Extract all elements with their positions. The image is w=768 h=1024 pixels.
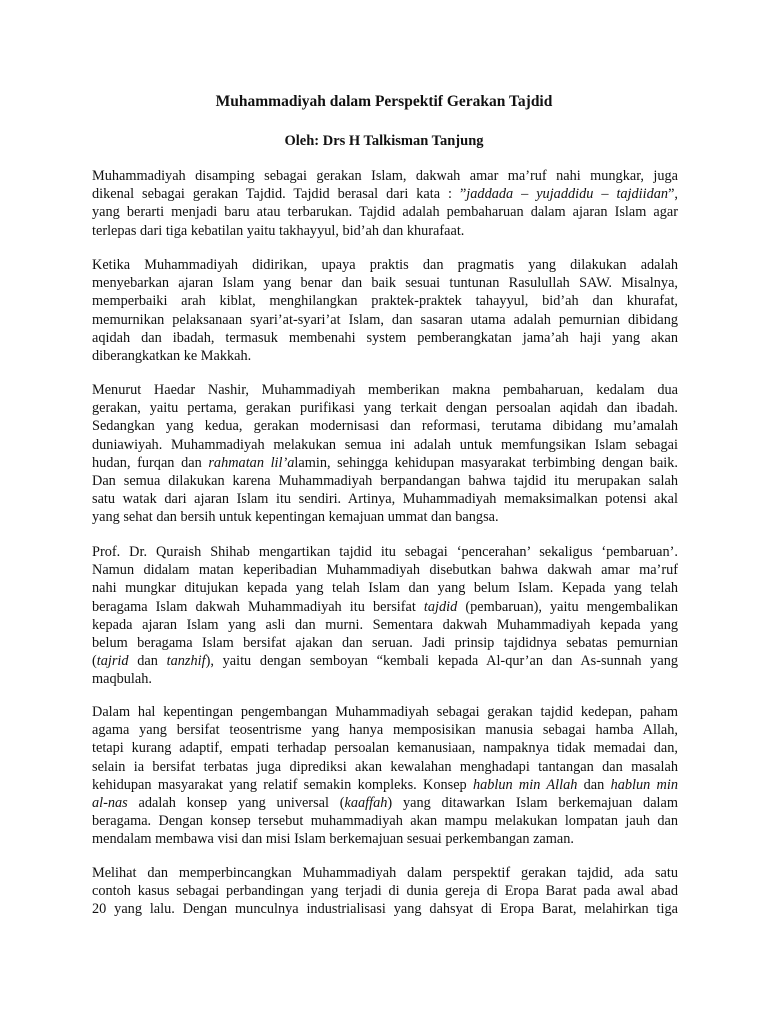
text-segment: adalah konsep yang universal ( (127, 794, 345, 811)
text-line (92, 830, 678, 848)
text-line (92, 381, 678, 399)
italic-text: rahmatan lil’a (208, 454, 295, 471)
text-line (92, 399, 678, 417)
text-segment: Muhammadiyah disamping sebagai gerakan Islam, dakwah amar ma’ruf nahi mungkar, juga (92, 168, 678, 184)
text-line (92, 329, 678, 347)
text-segment: kepada ajaran Islam yang asli dan murni. Sementara dakwah Muhammadiyah kepada yang (92, 616, 678, 633)
text-line (92, 776, 678, 794)
text-segment: yang berarti menjadi baru atau terbarukan. Tajdid adalah pembaharuan dalam ajaran Islam agar (92, 204, 678, 221)
text-segment: yang sehat dan bersih untuk kepentingan kemajuan ummat dan bangsa. (92, 509, 499, 526)
text-line (92, 490, 678, 508)
text-segment: diberangkatkan ke Makkah. (92, 347, 252, 364)
text-line (92, 739, 678, 757)
text-segment: Dalam hal kepentingan pengembangan Muhammadiyah sebagai gerakan tajdid kedepan, paham (92, 704, 678, 720)
text-line (92, 274, 678, 292)
text-line (92, 292, 678, 310)
text-line (92, 508, 678, 526)
text-line (92, 203, 678, 221)
text-segment: gerakan, yaitu pertama, gerakan purifikasi yang terkait dengan persoalan aqidah dan ibadah. (92, 400, 678, 417)
text-segment: memperbaiki arah kiblat, menghilangkan praktek-praktek tahayyul, bid’ah dan khurafat, (92, 293, 678, 310)
document-author: Oleh: Drs H Talkisman Tanjung (284, 133, 484, 149)
paragraph-1 (92, 167, 678, 240)
text-line (92, 436, 678, 454)
text-line (92, 794, 678, 812)
text-segment: ) yang ditawarkan Islam berkemajuan dalam (387, 794, 678, 811)
text-segment: mendalam membawa visi dan misi Islam berkemajuan sesuai perkembangan zaman. (92, 831, 574, 848)
text-segment: Ketika Muhammadiyah didirikan, upaya praktis dan pragmatis yang dilakukan adalah (92, 257, 678, 273)
text-segment: dan (128, 653, 167, 670)
text-line (92, 256, 678, 274)
text-segment: ( (92, 653, 97, 670)
italic-text: kaaffah (344, 794, 388, 811)
text-line (92, 634, 678, 652)
text-line (92, 598, 678, 616)
text-segment: satu watak dari ajaran Islam itu sendiri. Artinya, Muhammadiyah memaksimalkan potensi akal (92, 491, 678, 508)
text-line (92, 652, 678, 670)
text-line (92, 579, 678, 597)
text-line (92, 167, 678, 185)
text-segment: memurnikan pelaksanaan syari’at-syari’at Islam, dan sasaran utama adalah pemurnian dibidang (92, 311, 678, 328)
text-segment: hudan, furqan dan (92, 454, 209, 471)
italic-text: al-nas (92, 794, 128, 811)
text-segment: menyebarkan ajaran Islam yang benar dan baik sesuai tuntunan Rasulullah SAW. Misalnya, (92, 275, 678, 292)
italic-text: hablun min Allah (472, 776, 578, 793)
text-segment: belum beragama Islam bersifat ajakan dan seruan. Jadi prinsip tajdidnya sebatas pemurnian (92, 634, 678, 651)
text-segment: maqbulah. (92, 671, 152, 688)
text-segment: dan (577, 776, 611, 793)
text-line (92, 721, 678, 739)
text-segment: dikenal sebagai gerakan Tajdid. Tajdid berasal dari kata : ” (92, 186, 467, 203)
text-segment: selain ia bersifat terbatas juga diprediksi akan kewalahan menghadapi tantangan dan masalah (92, 758, 678, 775)
text-segment: Menurut Haedar Nashir, Muhammadiyah memberikan makna pembaharuan, kedalam dua (92, 382, 678, 398)
text-segment: aqidah dan ibadah, termasuk membenahi system pemberangkatan jama’ah haji yang akan (92, 329, 678, 346)
paragraph-6 (92, 864, 678, 919)
text-line (92, 417, 678, 435)
text-line (92, 454, 678, 472)
text-line (92, 758, 678, 776)
text-segment: Prof. Dr. Quraish Shihab mengartikan tajdid itu sebagai ‘pencerahan’ sekaligus ‘pembaruan’. (92, 544, 678, 560)
italic-text: hablun min (610, 776, 678, 793)
text-segment: lamin, sehingga kehidupan masyarakat terbimbing dengan baik. (294, 454, 678, 471)
document-title: Muhammadiyah dalam Perspektif Gerakan Tajdid (215, 93, 553, 110)
text-line (92, 670, 678, 688)
text-line (92, 311, 678, 329)
text-segment: tetapi kurang adaptif, empati terhadap persoalan kemanusiaan, nampaknya tidak memadai dan, (92, 740, 678, 757)
text-segment: ”, (668, 186, 678, 203)
text-line (92, 222, 678, 240)
text-segment: Melihat dan memperbincangkan Muhammadiyah dalam perspektif gerakan tajdid, ada satu (92, 865, 678, 881)
text-segment: ), yaitu dengan semboyan “kembali kepada Al-qur’an dan As-sunnah yang (205, 653, 678, 670)
paragraph-3 (92, 381, 678, 527)
text-segment: duniawiyah. Muhammadiyah melakukan semua ini adalah untuk memfungsikan Islam sebagai (92, 436, 678, 453)
text-segment: agama yang bersifat teosentrisme yang hanya memposisikan manusia sebagai hamba Allah, (92, 722, 678, 739)
text-line (92, 472, 678, 490)
text-segment: Sedangkan yang kedua, gerakan modernisasi dan reformasi, terutama dibidang mu’amalah (92, 418, 678, 435)
text-segment: Dan semua dilakukan karena Muhammadiyah berpandangan bahwa tajdid itu merupakan salah (92, 472, 678, 489)
text-segment: (pembaruan), yaitu mengembalikan (457, 598, 678, 615)
text-line (92, 347, 678, 365)
text-segment: Namun didalam matan keperibadian Muhammadiyah disebutkan bahwa dakwah amar ma’ruf (92, 562, 678, 579)
text-line (92, 900, 678, 918)
text-segment: nahi mungkar ditujukan kepada yang telah Islam dan yang belum Islam. Kepada yang telah (92, 580, 678, 597)
paragraph-2 (92, 256, 678, 365)
text-line (92, 561, 678, 579)
text-line (92, 812, 678, 830)
paragraph-5 (92, 703, 678, 849)
text-line (92, 543, 678, 561)
italic-text: tajdid (423, 598, 458, 615)
text-segment: kehidupan masyarakat yang relatif semakin kompleks. Konsep (92, 776, 473, 793)
text-line (92, 616, 678, 634)
text-line (92, 185, 678, 203)
italic-text: tanzhif (166, 653, 206, 670)
text-line (92, 864, 678, 882)
italic-text: jaddada – yujaddidu – tajdiidan (466, 186, 669, 203)
italic-text: tajrid (96, 653, 129, 670)
text-line (92, 882, 678, 900)
text-segment: beragama. Dengan konsep tersebut muhammadiyah akan mampu melakukan lompatan jauh dan (92, 813, 678, 830)
text-segment: contoh kasus sebagai perbandingan yang terjadi di dunia gereja di Eropa Barat pada awal abad (92, 883, 678, 900)
text-segment: beragama Islam dakwah Muhammadiyah itu bersifat (92, 598, 424, 615)
text-segment: terlepas dari tiga kebatilan yaitu takhayyul, bid’ah dan khurafaat. (92, 222, 465, 239)
text-line (92, 703, 678, 721)
text-segment: 20 yang lalu. Dengan munculnya industrialisasi yang dahsyat di Eropa Barat, melahirkan tiga (92, 901, 678, 918)
paragraph-4 (92, 543, 678, 689)
